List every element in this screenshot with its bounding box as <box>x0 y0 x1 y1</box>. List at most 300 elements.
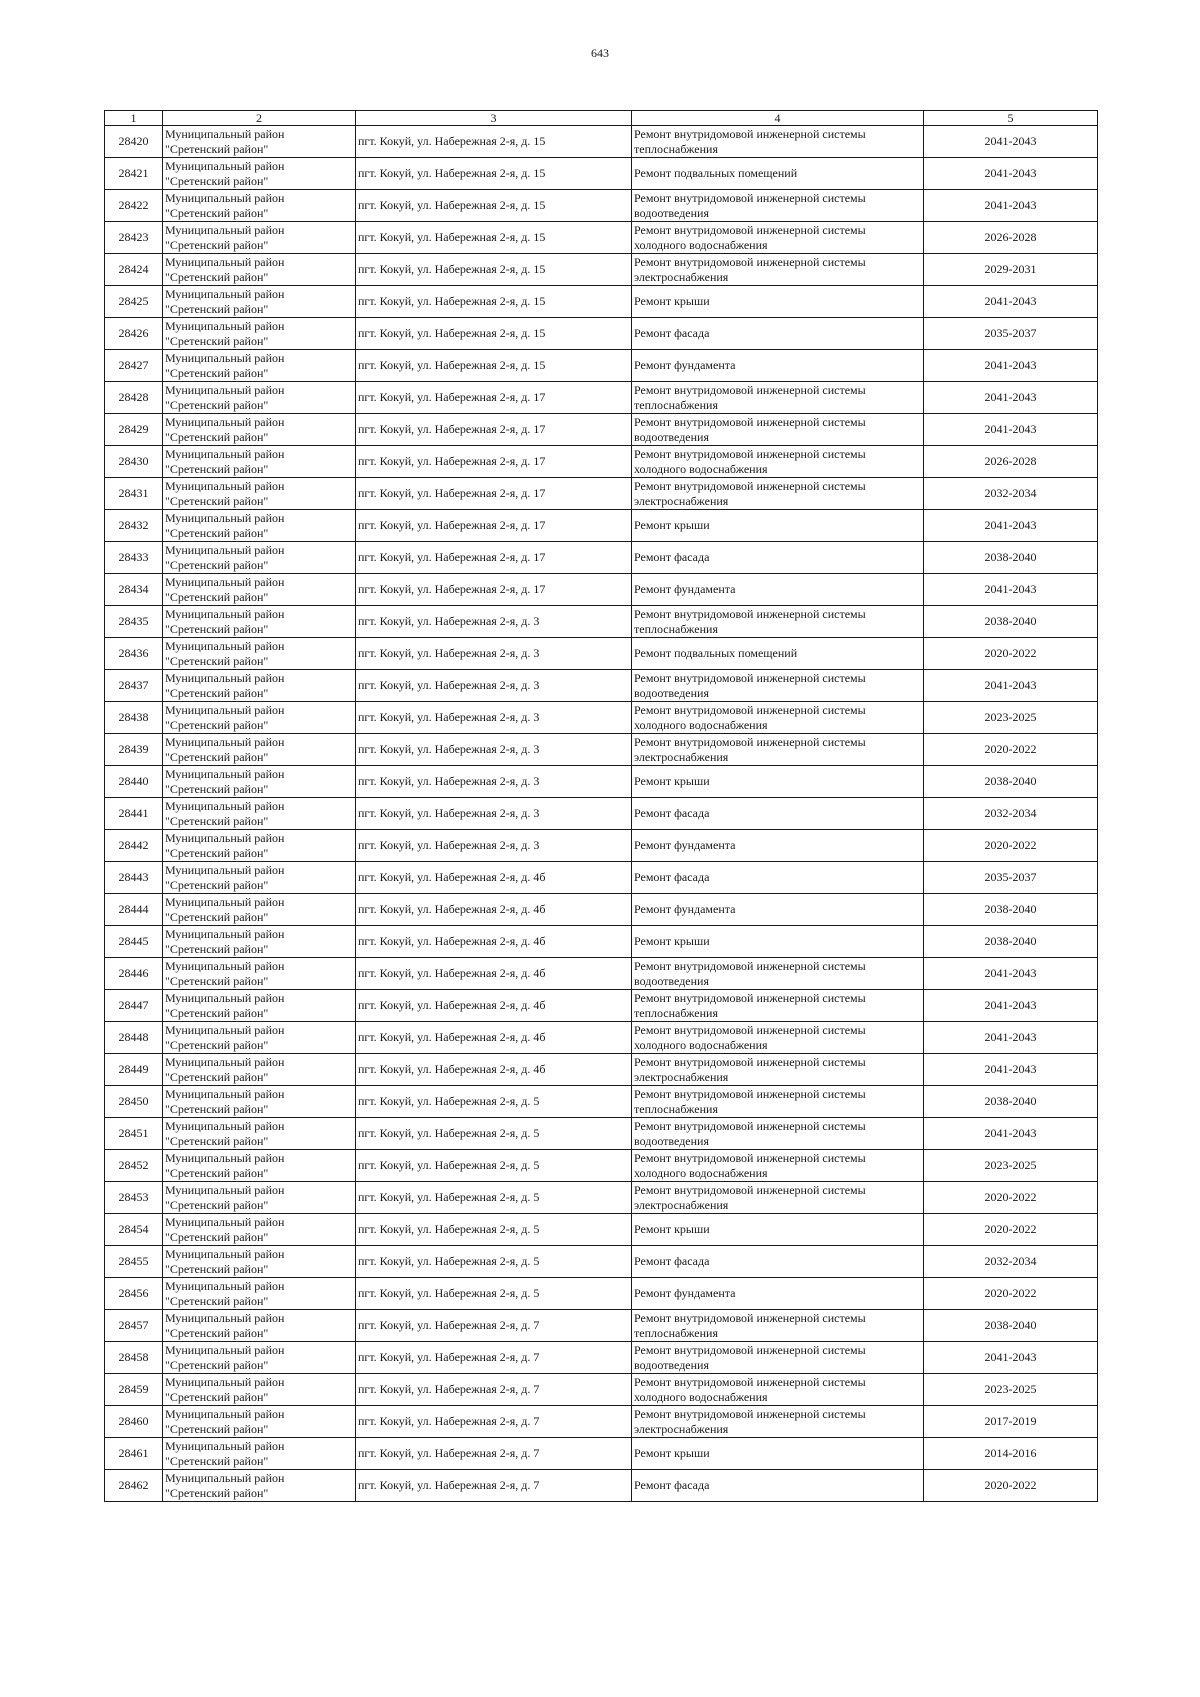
municipality-cell <box>163 190 356 222</box>
work-type-line: теплоснабжения <box>634 1005 718 1020</box>
work-type-line: Ремонт внутридомовой инженерной системы <box>634 734 866 749</box>
municipality-line: Муниципальный район <box>165 702 285 717</box>
work-type-line: Ремонт фасада <box>634 870 710 884</box>
address: пгт. Кокуй, ул. Набережная 2-я, д. 7 <box>358 1414 540 1428</box>
work-type-cell <box>632 1118 924 1150</box>
municipality-line: "Сретенский район" <box>165 301 269 316</box>
row-number-cell <box>105 990 163 1022</box>
address: пгт. Кокуй, ул. Набережная 2-я, д. 4б <box>358 902 546 916</box>
table-row <box>105 1374 1098 1406</box>
work-type-cell <box>632 1182 924 1214</box>
period-cell <box>924 990 1098 1022</box>
work-type-line: Ремонт фасада <box>634 550 710 564</box>
row-number: 28431 <box>118 486 149 500</box>
table-row <box>105 638 1098 670</box>
period-cell <box>924 478 1098 510</box>
municipality-cell <box>163 478 356 510</box>
address-cell <box>356 734 632 766</box>
work-type-cell <box>632 1086 924 1118</box>
table-row <box>105 958 1098 990</box>
work-type-line: водоотведения <box>634 973 709 988</box>
row-number-cell <box>105 158 163 190</box>
row-number-cell <box>105 222 163 254</box>
period: 2020-2022 <box>984 742 1037 756</box>
address: пгт. Кокуй, ул. Набережная 2-я, д. 5 <box>358 1190 540 1204</box>
address-cell <box>356 158 632 190</box>
period-cell <box>924 382 1098 414</box>
municipality-cell <box>163 350 356 382</box>
address: пгт. Кокуй, ул. Набережная 2-я, д. 17 <box>358 486 546 500</box>
address: пгт. Кокуй, ул. Набережная 2-я, д. 7 <box>358 1382 540 1396</box>
address: пгт. Кокуй, ул. Набережная 2-я, д. 7 <box>358 1446 540 1460</box>
work-type-line: Ремонт внутридомовой инженерной системы <box>634 1310 866 1325</box>
work-type-cell <box>632 318 924 350</box>
work-type-line: Ремонт внутридомовой инженерной системы <box>634 958 866 973</box>
row-number-cell <box>105 1182 163 1214</box>
municipality-cell <box>163 254 356 286</box>
address-cell <box>356 1438 632 1470</box>
period-cell <box>924 1342 1098 1374</box>
row-number-cell <box>105 1310 163 1342</box>
address-cell <box>356 542 632 574</box>
address-cell <box>356 1470 632 1502</box>
work-type-cell <box>632 414 924 446</box>
municipality-line: "Сретенский район" <box>165 685 269 700</box>
row-number-cell <box>105 286 163 318</box>
work-type-line: Ремонт фундамента <box>634 358 736 372</box>
period: 2041-2043 <box>984 518 1037 532</box>
work-type-cell <box>632 1406 924 1438</box>
municipality-cell <box>163 1054 356 1086</box>
municipality-line: "Сретенский район" <box>165 589 269 604</box>
address-cell <box>356 862 632 894</box>
period-cell <box>924 1182 1098 1214</box>
work-type-cell <box>632 510 924 542</box>
municipality-cell <box>163 1182 356 1214</box>
row-number: 28444 <box>118 902 149 916</box>
work-type-line: электроснабжения <box>634 1069 729 1084</box>
address: пгт. Кокуй, ул. Набережная 2-я, д. 15 <box>358 230 546 244</box>
address: пгт. Кокуй, ул. Набережная 2-я, д. 5 <box>358 1126 540 1140</box>
address: пгт. Кокуй, ул. Набережная 2-я, д. 15 <box>358 166 546 180</box>
municipality-line: "Сретенский район" <box>165 877 269 892</box>
municipality-line: "Сретенский район" <box>165 1069 269 1084</box>
work-type-line: Ремонт внутридомовой инженерной системы <box>634 126 866 141</box>
municipality-cell <box>163 158 356 190</box>
row-number: 28452 <box>118 1158 149 1172</box>
period-cell <box>924 414 1098 446</box>
work-type-line: Ремонт крыши <box>634 518 710 532</box>
work-type-line: водоотведения <box>634 1133 709 1148</box>
address: пгт. Кокуй, ул. Набережная 2-я, д. 3 <box>358 838 540 852</box>
period-cell <box>924 766 1098 798</box>
table-row <box>105 606 1098 638</box>
address-cell <box>356 894 632 926</box>
table-row <box>105 158 1098 190</box>
work-type-line: Ремонт фасада <box>634 1254 710 1268</box>
address: пгт. Кокуй, ул. Набережная 2-я, д. 4б <box>358 1062 546 1076</box>
address: пгт. Кокуй, ул. Набережная 2-я, д. 17 <box>358 390 546 404</box>
period-cell <box>924 254 1098 286</box>
row-number: 28457 <box>118 1318 149 1332</box>
address: пгт. Кокуй, ул. Набережная 2-я, д. 15 <box>358 134 546 148</box>
municipality-line: "Сретенский район" <box>165 1293 269 1308</box>
address: пгт. Кокуй, ул. Набережная 2-я, д. 3 <box>358 678 540 692</box>
municipality-cell <box>163 542 356 574</box>
row-number-cell <box>105 542 163 574</box>
municipality-line: Муниципальный район <box>165 1342 285 1357</box>
period: 2020-2022 <box>984 1478 1037 1492</box>
row-number-cell <box>105 1214 163 1246</box>
municipality-line: "Сретенский район" <box>165 973 269 988</box>
period-cell <box>924 894 1098 926</box>
work-type-cell <box>632 190 924 222</box>
work-type-line: Ремонт внутридомовой инженерной системы <box>634 1054 866 1069</box>
row-number-cell <box>105 766 163 798</box>
municipality-line: "Сретенский район" <box>165 397 269 412</box>
column-header: 1 <box>105 111 163 126</box>
row-number: 28455 <box>118 1254 149 1268</box>
municipality-cell <box>163 222 356 254</box>
address-cell <box>356 1246 632 1278</box>
municipality-line: Муниципальный район <box>165 1278 285 1293</box>
municipality-line: Муниципальный район <box>165 830 285 845</box>
period: 2041-2043 <box>984 134 1037 148</box>
municipality-cell <box>163 670 356 702</box>
row-number-cell <box>105 606 163 638</box>
address-cell <box>356 318 632 350</box>
work-type-line: Ремонт внутридомовой инженерной системы <box>634 382 866 397</box>
municipality-line: Муниципальный район <box>165 414 285 429</box>
municipality-line: Муниципальный район <box>165 1470 285 1485</box>
address-cell <box>356 958 632 990</box>
work-type-cell <box>632 926 924 958</box>
municipality-cell <box>163 1310 356 1342</box>
work-type-line: Ремонт внутридомовой инженерной системы <box>634 606 866 621</box>
address: пгт. Кокуй, ул. Набережная 2-я, д. 17 <box>358 454 546 468</box>
municipality-line: Муниципальный район <box>165 670 285 685</box>
work-type-line: холодного водоснабжения <box>634 1389 768 1404</box>
work-type-line: Ремонт внутридомовой инженерной системы <box>634 1150 866 1165</box>
municipality-line: "Сретенский район" <box>165 1421 269 1436</box>
work-type-line: Ремонт фасада <box>634 1478 710 1492</box>
work-type-line: Ремонт внутридомовой инженерной системы <box>634 478 866 493</box>
address-cell <box>356 702 632 734</box>
work-type-line: Ремонт внутридомовой инженерной системы <box>634 1374 866 1389</box>
address: пгт. Кокуй, ул. Набережная 2-я, д. 4б <box>358 966 546 980</box>
table-row <box>105 222 1098 254</box>
table-row <box>105 1310 1098 1342</box>
work-type-cell <box>632 126 924 158</box>
municipality-line: Муниципальный район <box>165 958 285 973</box>
address: пгт. Кокуй, ул. Набережная 2-я, д. 3 <box>358 646 540 660</box>
municipality-line: Муниципальный район <box>165 286 285 301</box>
municipality-line: "Сретенский район" <box>165 493 269 508</box>
work-type-line: водоотведения <box>634 205 709 220</box>
address: пгт. Кокуй, ул. Набережная 2-я, д. 5 <box>358 1254 540 1268</box>
row-number-cell <box>105 382 163 414</box>
period: 2041-2043 <box>984 422 1037 436</box>
address-cell <box>356 1086 632 1118</box>
period: 2038-2040 <box>984 1094 1037 1108</box>
row-number: 28435 <box>118 614 149 628</box>
municipality-cell <box>163 734 356 766</box>
period-cell <box>924 1310 1098 1342</box>
work-type-line: водоотведения <box>634 429 709 444</box>
table-row <box>105 1022 1098 1054</box>
row-number: 28448 <box>118 1030 149 1044</box>
address-cell <box>356 1150 632 1182</box>
table-row <box>105 926 1098 958</box>
work-type-line: теплоснабжения <box>634 397 718 412</box>
table-row <box>105 670 1098 702</box>
row-number: 28456 <box>118 1286 149 1300</box>
period: 2023-2025 <box>984 1382 1037 1396</box>
work-type-line: Ремонт подвальных помещений <box>634 166 798 180</box>
table-row <box>105 862 1098 894</box>
address: пгт. Кокуй, ул. Набережная 2-я, д. 3 <box>358 710 540 724</box>
period: 2038-2040 <box>984 774 1037 788</box>
period-cell <box>924 606 1098 638</box>
period-cell <box>924 734 1098 766</box>
period: 2038-2040 <box>984 614 1037 628</box>
row-number: 28445 <box>118 934 149 948</box>
municipality-line: Муниципальный район <box>165 254 285 269</box>
municipality-line: Муниципальный район <box>165 894 285 909</box>
period: 2038-2040 <box>984 550 1037 564</box>
period-cell <box>924 190 1098 222</box>
period: 2041-2043 <box>984 1030 1037 1044</box>
municipality-line: "Сретенский район" <box>165 1453 269 1468</box>
address-cell <box>356 670 632 702</box>
row-number-cell <box>105 734 163 766</box>
address-cell <box>356 1310 632 1342</box>
work-type-line: теплоснабжения <box>634 141 718 156</box>
period-cell <box>924 862 1098 894</box>
column-header: 4 <box>632 111 924 126</box>
row-number: 28432 <box>118 518 149 532</box>
row-number-cell <box>105 894 163 926</box>
period-cell <box>924 1118 1098 1150</box>
municipality-line: Муниципальный район <box>165 990 285 1005</box>
municipality-line: Муниципальный район <box>165 318 285 333</box>
work-type-line: Ремонт крыши <box>634 934 710 948</box>
municipality-cell <box>163 638 356 670</box>
address: пгт. Кокуй, ул. Набережная 2-я, д. 4б <box>358 870 546 884</box>
municipality-cell <box>163 990 356 1022</box>
municipality-line: "Сретенский район" <box>165 1101 269 1116</box>
address-cell <box>356 126 632 158</box>
row-number: 28453 <box>118 1190 149 1204</box>
municipality-line: "Сретенский район" <box>165 813 269 828</box>
municipality-line: Муниципальный район <box>165 382 285 397</box>
period-cell <box>924 702 1098 734</box>
address-cell <box>356 286 632 318</box>
work-type-line: холодного водоснабжения <box>634 717 768 732</box>
address: пгт. Кокуй, ул. Набережная 2-я, д. 17 <box>358 518 546 532</box>
municipality-line: Муниципальный район <box>165 1086 285 1101</box>
row-number: 28460 <box>118 1414 149 1428</box>
work-type-cell <box>632 638 924 670</box>
period-cell <box>924 830 1098 862</box>
municipality-line: "Сретенский район" <box>165 1485 269 1500</box>
row-number-cell <box>105 1246 163 1278</box>
work-type-line: холодного водоснабжения <box>634 237 768 252</box>
municipality-line: Муниципальный район <box>165 1374 285 1389</box>
row-number: 28449 <box>118 1062 149 1076</box>
municipality-cell <box>163 1406 356 1438</box>
address: пгт. Кокуй, ул. Набережная 2-я, д. 15 <box>358 198 546 212</box>
work-type-line: Ремонт внутридомовой инженерной системы <box>634 222 866 237</box>
address-cell <box>356 254 632 286</box>
period: 2041-2043 <box>984 1062 1037 1076</box>
period: 2035-2037 <box>984 326 1037 340</box>
address-cell <box>356 1214 632 1246</box>
municipality-line: "Сретенский район" <box>165 365 269 380</box>
municipality-cell <box>163 702 356 734</box>
work-type-cell <box>632 670 924 702</box>
municipality-cell <box>163 126 356 158</box>
municipality-cell <box>163 766 356 798</box>
municipality-line: Муниципальный район <box>165 446 285 461</box>
row-number-cell <box>105 862 163 894</box>
row-number: 28454 <box>118 1222 149 1236</box>
municipality-line: Муниципальный район <box>165 926 285 941</box>
row-number: 28450 <box>118 1094 149 1108</box>
work-type-line: Ремонт крыши <box>634 294 710 308</box>
municipality-cell <box>163 798 356 830</box>
municipality-cell <box>163 574 356 606</box>
work-type-cell <box>632 702 924 734</box>
work-type-cell <box>632 254 924 286</box>
row-number: 28442 <box>118 838 149 852</box>
work-type-cell <box>632 446 924 478</box>
table-row <box>105 990 1098 1022</box>
row-number-cell <box>105 1438 163 1470</box>
row-number: 28441 <box>118 806 149 820</box>
column-header: 3 <box>356 111 632 126</box>
row-number-cell <box>105 1022 163 1054</box>
period: 2041-2043 <box>984 1350 1037 1364</box>
table-row <box>105 510 1098 542</box>
repair-schedule-table <box>104 110 1098 1502</box>
address: пгт. Кокуй, ул. Набережная 2-я, д. 15 <box>358 262 546 276</box>
municipality-line: Муниципальный район <box>165 510 285 525</box>
row-number: 28443 <box>118 870 149 884</box>
address-cell <box>356 350 632 382</box>
table-row <box>105 734 1098 766</box>
row-number: 28437 <box>118 678 149 692</box>
work-type-line: Ремонт внутридомовой инженерной системы <box>634 1086 866 1101</box>
municipality-cell <box>163 1246 356 1278</box>
period: 2038-2040 <box>984 1318 1037 1332</box>
table-row <box>105 1214 1098 1246</box>
municipality-line: "Сретенский район" <box>165 1357 269 1372</box>
period-cell <box>924 446 1098 478</box>
work-type-cell <box>632 1214 924 1246</box>
address-cell <box>356 1406 632 1438</box>
municipality-line: "Сретенский район" <box>165 1389 269 1404</box>
row-number-cell <box>105 1118 163 1150</box>
row-number: 28438 <box>118 710 149 724</box>
row-number: 28439 <box>118 742 149 756</box>
municipality-line: "Сретенский район" <box>165 429 269 444</box>
work-type-line: электроснабжения <box>634 1197 729 1212</box>
municipality-line: "Сретенский район" <box>165 909 269 924</box>
row-number: 28462 <box>118 1478 149 1492</box>
row-number-cell <box>105 574 163 606</box>
period: 2026-2028 <box>984 454 1037 468</box>
municipality-cell <box>163 1278 356 1310</box>
period: 2041-2043 <box>984 166 1037 180</box>
period: 2041-2043 <box>984 1126 1037 1140</box>
period-cell <box>924 1246 1098 1278</box>
table-row <box>105 574 1098 606</box>
address: пгт. Кокуй, ул. Набережная 2-я, д. 7 <box>358 1478 540 1492</box>
work-type-cell <box>632 1342 924 1374</box>
table-row <box>105 478 1098 510</box>
municipality-line: Муниципальный район <box>165 798 285 813</box>
address-cell <box>356 1118 632 1150</box>
address: пгт. Кокуй, ул. Набережная 2-я, д. 4б <box>358 934 546 948</box>
address: пгт. Кокуй, ул. Набережная 2-я, д. 7 <box>358 1318 540 1332</box>
row-number: 28426 <box>118 326 149 340</box>
period-cell <box>924 1086 1098 1118</box>
work-type-line: Ремонт внутридомовой инженерной системы <box>634 990 866 1005</box>
work-type-cell <box>632 1438 924 1470</box>
municipality-line: "Сретенский район" <box>165 173 269 188</box>
municipality-line: "Сретенский район" <box>165 141 269 156</box>
address: пгт. Кокуй, ул. Набережная 2-я, д. 3 <box>358 774 540 788</box>
row-number-cell <box>105 1086 163 1118</box>
municipality-line: "Сретенский район" <box>165 1037 269 1052</box>
municipality-cell <box>163 926 356 958</box>
address: пгт. Кокуй, ул. Набережная 2-я, д. 3 <box>358 742 540 756</box>
municipality-cell <box>163 862 356 894</box>
municipality-line: "Сретенский район" <box>165 269 269 284</box>
row-number: 28421 <box>118 166 149 180</box>
municipality-line: "Сретенский район" <box>165 1197 269 1212</box>
table-row <box>105 446 1098 478</box>
row-number-cell <box>105 638 163 670</box>
work-type-line: холодного водоснабжения <box>634 1037 768 1052</box>
period: 2038-2040 <box>984 934 1037 948</box>
row-number: 28427 <box>118 358 149 372</box>
address-cell <box>356 990 632 1022</box>
municipality-line: Муниципальный район <box>165 1054 285 1069</box>
period: 2014-2016 <box>984 1446 1037 1460</box>
work-type-line: Ремонт фасада <box>634 326 710 340</box>
row-number: 28434 <box>118 582 149 596</box>
work-type-line: электроснабжения <box>634 493 729 508</box>
period: 2029-2031 <box>984 262 1037 276</box>
work-type-cell <box>632 158 924 190</box>
municipality-line: Муниципальный район <box>165 1310 285 1325</box>
row-number: 28436 <box>118 646 149 660</box>
row-number: 28425 <box>118 294 149 308</box>
address-cell <box>356 766 632 798</box>
work-type-cell <box>632 958 924 990</box>
period-cell <box>924 926 1098 958</box>
municipality-line: "Сретенский район" <box>165 557 269 572</box>
municipality-line: Муниципальный район <box>165 1150 285 1165</box>
period-cell <box>924 574 1098 606</box>
municipality-cell <box>163 1470 356 1502</box>
period: 2041-2043 <box>984 358 1037 372</box>
municipality-line: Муниципальный район <box>165 158 285 173</box>
period-cell <box>924 1470 1098 1502</box>
address: пгт. Кокуй, ул. Набережная 2-я, д. 4б <box>358 1030 546 1044</box>
